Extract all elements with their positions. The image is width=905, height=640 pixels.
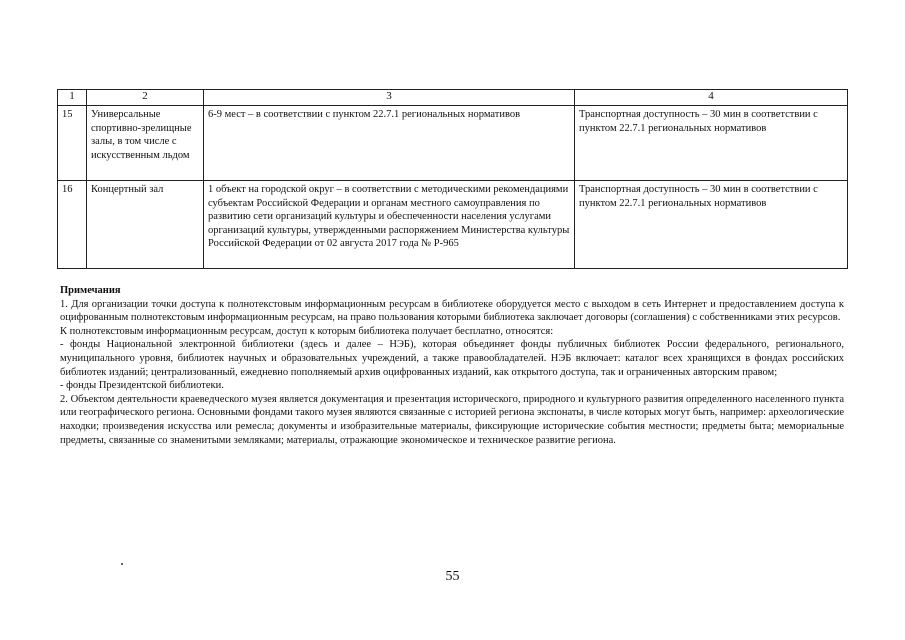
note-paragraph: 1. Для организации точки доступа к полнотекстовым информационным ресурсам в библиотеке оборудуется место с выходом в сеть Интернет и предоставлением доступа к оцифрованным полнотекстовым информационным ресурсам, на право пользования которыми библиотека заключает договоры (соглашения) с собственниками этих ресурсов. bbox=[60, 298, 844, 324]
facility-access: Транспортная доступность – 30 мин в соответствии с пунктом 22.7.1 региональных нормативов bbox=[575, 181, 848, 269]
header-cell-2: 2 bbox=[87, 90, 204, 106]
facility-norm: 1 объект на городской округ – в соответствии с методическими рекомендациями субъектам Российской Федерации и органам местного самоуправления по развитию сети организаций культуры и обеспеченности населения услугами организаций культуры, утвержденными распоряжением Министерства культуры Российской Федерации от 02 августа 2017 года № Р-965 bbox=[204, 181, 575, 269]
note-paragraph: - фонды Президентской библиотеки. bbox=[60, 380, 224, 392]
facility-norm: 6-9 мест – в соответствии с пунктом 22.7.1 региональных нормативов bbox=[204, 106, 575, 181]
table-row bbox=[58, 181, 848, 269]
notes-section bbox=[60, 284, 844, 447]
header-cell-3: 3 bbox=[204, 90, 575, 106]
row-number: 15 bbox=[58, 106, 87, 181]
facility-access: Транспортная доступность – 30 мин в соответствии с пунктом 22.7.1 региональных нормативов bbox=[575, 106, 848, 181]
facility-name: Универсальные спортивно-зрелищные залы, в том числе с искусственным льдом bbox=[87, 106, 204, 181]
row-number: 16 bbox=[58, 181, 87, 269]
note-paragraph: - фонды Национальной электронной библиотеки (здесь и далее – НЭБ), которая объединяет фонды публичных библиотек России федерального, регионального, муниципального уровня, библиотек научных и образовательных учреждений, а также правообладателей. НЭБ включает: каталог всех хранящихся в фондах российских библиотек изданий; централизованный, ежедневно пополняемый архив оцифрованных изданий, как открытого доступа, так и ограниченных авторским правом; bbox=[60, 339, 844, 378]
note-paragraph: К полнотекстовым информационным ресурсам, доступ к которым библиотека получает бесплатно, относятся: bbox=[60, 325, 554, 337]
scan-speck bbox=[121, 563, 123, 565]
facility-name: Концертный зал bbox=[87, 181, 204, 269]
notes-title: Примечания bbox=[60, 285, 121, 296]
header-cell-4: 4 bbox=[575, 90, 848, 106]
table-header-row bbox=[58, 90, 848, 106]
page-number: 55 bbox=[445, 569, 460, 584]
table-row bbox=[58, 106, 848, 181]
norms-table bbox=[57, 89, 848, 269]
note-paragraph: 2. Объектом деятельности краеведческого музея является документация и презентация исторического, природного и культурного развития определенного населенного пункта или географического региона. Основными фондами такого музея являются связанные с историей региона экспонаты, в числе которых могут быть, например: археологические находки; произведения искусства или ремесла; документы и изобразительные материалы, фиксирующие исторические события местности; предметы быта; мемориальные предметы, связанные со знаменитыми земляками; материалы, отражающие экономическое и техническое развитие региона. bbox=[60, 393, 844, 446]
header-cell-1: 1 bbox=[58, 90, 87, 106]
